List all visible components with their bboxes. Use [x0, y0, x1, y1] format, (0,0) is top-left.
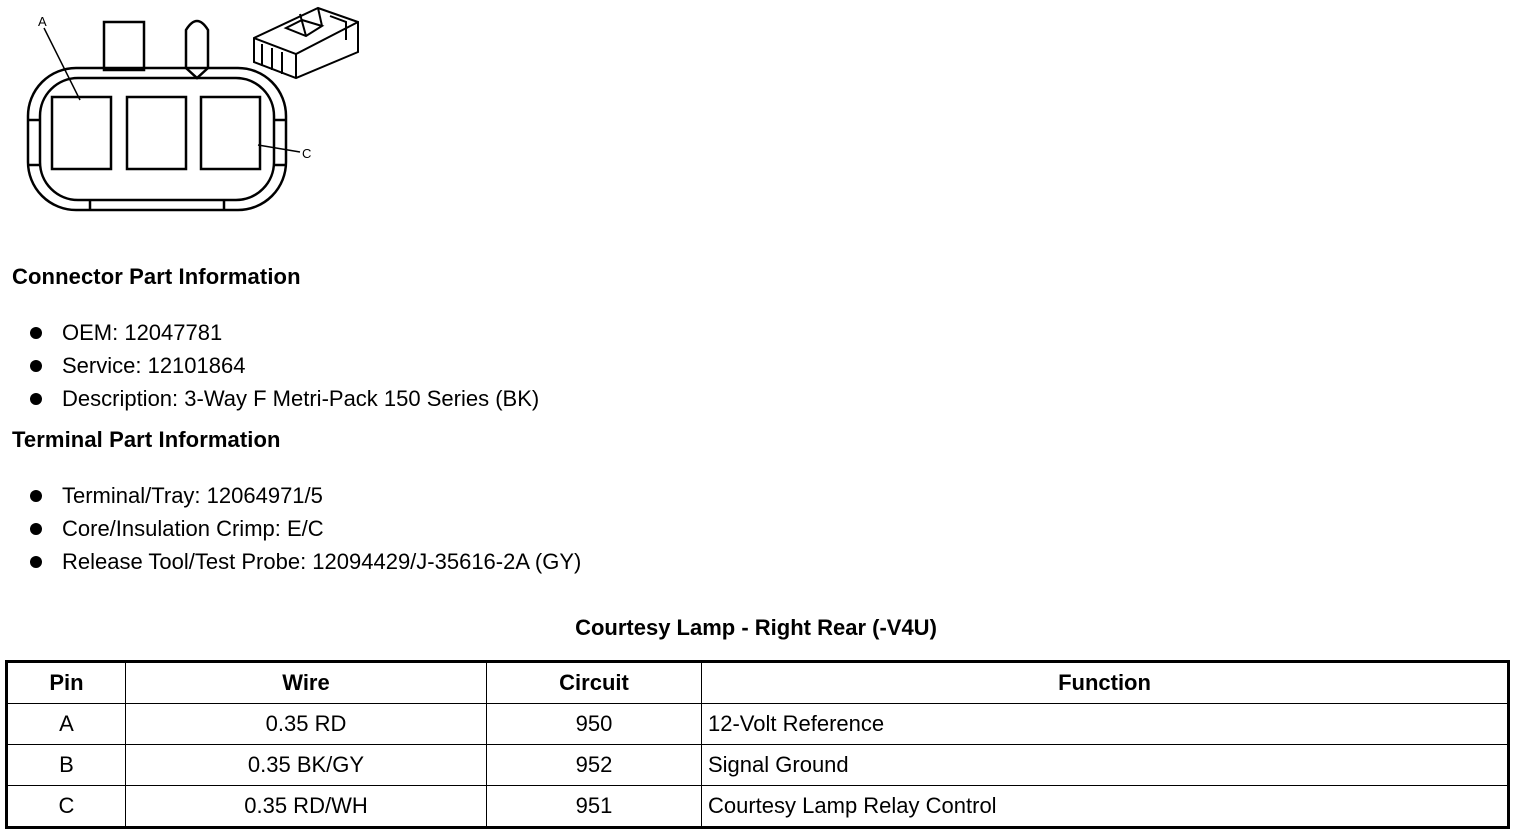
connector-diagram: [0, 0, 400, 225]
cell-pin: A: [7, 704, 126, 745]
cavity-c: [201, 97, 260, 169]
table-row: [7, 745, 1509, 786]
column-header-wire: Wire: [126, 662, 487, 704]
list-item: [28, 512, 581, 545]
cell-function: 12-Volt Reference: [702, 704, 1509, 745]
table-header-row: [7, 662, 1509, 704]
cell-wire: 0.35 BK/GY: [126, 745, 487, 786]
list-item: [28, 316, 539, 349]
terminal-info-tray: Terminal/Tray: 12064971/5: [62, 483, 323, 508]
cavity-b: [127, 97, 186, 169]
cell-wire: 0.35 RD/WH: [126, 786, 487, 828]
table-title: Courtesy Lamp - Right Rear (-V4U): [575, 615, 937, 640]
cell-wire: 0.35 RD: [126, 704, 487, 745]
column-header-pin: Pin: [7, 662, 126, 704]
bullet-icon: [30, 393, 42, 405]
connector-info-oem: OEM: 12047781: [62, 320, 223, 345]
table-row: [7, 704, 1509, 745]
list-item: [28, 349, 539, 382]
bullet-icon: [30, 556, 42, 568]
column-header-function: Function: [702, 662, 1509, 704]
list-item: [28, 479, 581, 512]
bullet-icon: [30, 327, 42, 339]
list-item: [28, 545, 581, 578]
cell-circuit: 951: [487, 786, 702, 828]
cell-function: Courtesy Lamp Relay Control: [702, 786, 1509, 828]
terminal-info-crimp: Core/Insulation Crimp: E/C: [62, 516, 324, 541]
bullet-icon: [30, 523, 42, 535]
connector-info-service: Service: 12101864: [62, 353, 246, 378]
connector-info-list: [28, 316, 539, 415]
pin-label-c: C: [302, 146, 312, 161]
column-header-circuit: Circuit: [487, 662, 702, 704]
bullet-icon: [30, 490, 42, 502]
cell-pin: C: [7, 786, 126, 828]
connector-isometric-icon: [254, 8, 358, 78]
connector-key-tab: [186, 21, 208, 78]
connector-info-description: Description: 3-Way F Metri-Pack 150 Series (BK): [62, 386, 540, 411]
connector-housing-outer: [28, 68, 286, 210]
cavity-a: [52, 97, 111, 169]
cell-circuit: 950: [487, 704, 702, 745]
terminal-info-heading: Terminal Part Information: [12, 427, 281, 452]
table-row: [7, 786, 1509, 828]
pin-table: [5, 660, 1510, 829]
cell-function: Signal Ground: [702, 745, 1509, 786]
pin-label-a: A: [38, 14, 47, 29]
cell-circuit: 952: [487, 745, 702, 786]
bullet-icon: [30, 360, 42, 372]
connector-lock-tab: [104, 22, 144, 70]
connector-info-heading: Connector Part Information: [12, 264, 301, 289]
list-item: [28, 382, 539, 415]
cell-pin: B: [7, 745, 126, 786]
terminal-info-list: [28, 479, 581, 578]
terminal-info-release-tool: Release Tool/Test Probe: 12094429/J-35616-2A (GY): [62, 549, 582, 574]
